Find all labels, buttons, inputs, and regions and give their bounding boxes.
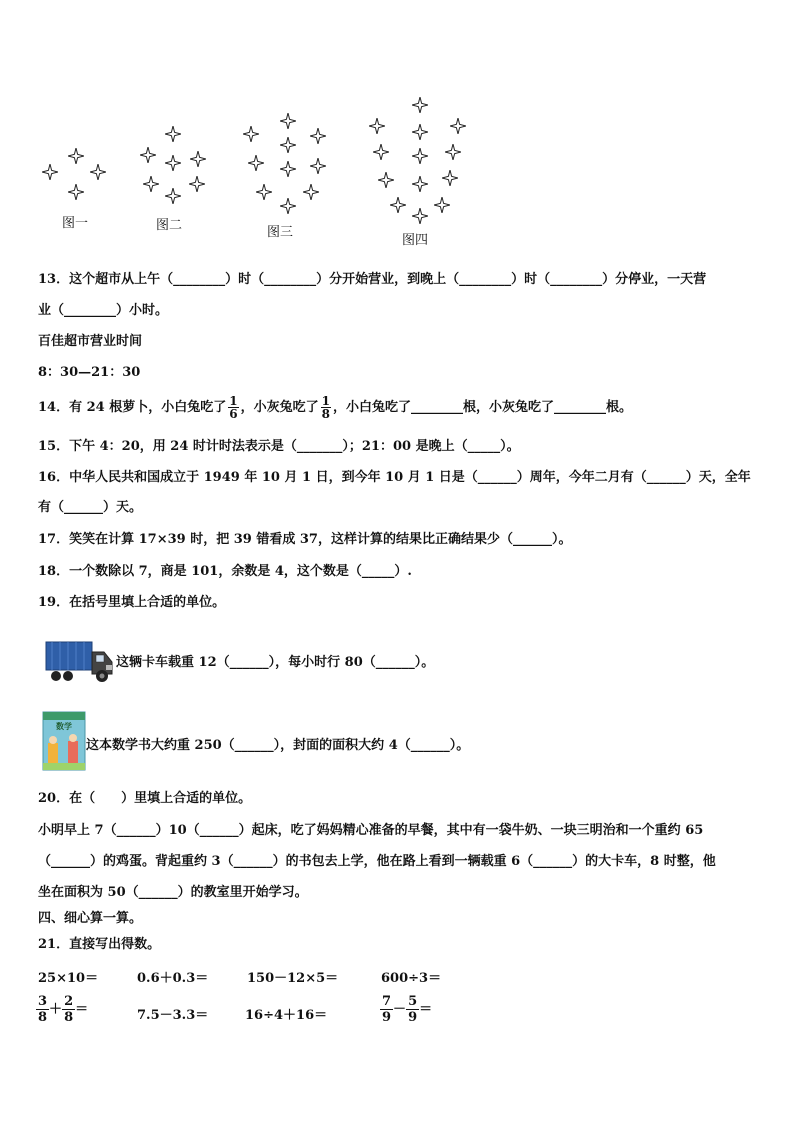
numerator: 1 [321,394,330,408]
calc-item: 25×10＝ [38,971,99,986]
four-point-star-icon [412,208,428,224]
calc-item: 0.6＋0.3＝ [137,971,209,986]
equals: ＝ [75,1002,89,1017]
q14-text-1: 14．有 24 根萝卜，小白兔吃了 [38,400,227,415]
four-point-star-icon [189,176,205,192]
denominator: 9 [382,1010,392,1025]
four-point-star-icon [68,184,84,200]
four-point-star-icon [90,164,106,180]
four-point-star-icon [248,155,264,171]
denominator: 8 [64,1010,74,1025]
four-point-star-icon [390,197,406,213]
numerator: 3 [38,994,48,1009]
denominator: 8 [38,1010,48,1025]
four-point-star-icon [450,118,466,134]
question-20-line1: 小明早上 7（______）10（______）起床，吃了妈妈精心准备的早餐，其中有一袋牛奶、一块三明治和一个重约 65 [38,823,704,838]
four-point-star-icon [434,197,450,213]
four-point-star-icon [412,148,428,164]
four-point-star-icon [280,161,296,177]
figure-label: 图一 [62,216,89,231]
four-point-star-icon [303,184,319,200]
four-point-star-icon [243,126,259,142]
four-point-star-icon [442,170,458,186]
four-point-star-icon [412,124,428,140]
book-question: 这本数学书大约重 250（______），封面的面积大约 4（______）。 [86,738,470,753]
four-point-star-icon [68,148,84,164]
q14-text-2: ，小灰兔吃了 [240,400,319,415]
sign-hours: 8：30—21：30 [38,365,141,380]
fraction [406,994,419,1025]
question-20-title: 20．在（ ）里填上合适的单位。 [38,791,252,806]
numerator: 2 [64,994,74,1009]
question-15: 15．下午 4：20，用 24 时计时法表示是（_______）；21：00 是晚上（_____）。 [38,439,520,454]
question-13-line1: 13．这个超市从上午（________）时（________）分开始营业，到晚上（________）时（________）分停业，一天营 [38,272,707,287]
denominator: 6 [229,407,238,421]
figure-label: 图三 [267,225,294,240]
four-point-star-icon [412,176,428,192]
fraction [36,994,49,1025]
fraction-one-eighth [321,395,331,420]
question-19-title: 19．在括号里填上合适的单位。 [38,595,226,610]
denominator: 8 [321,407,330,421]
denominator: 9 [408,1010,418,1025]
question-13-line2: 业（________）小时。 [38,303,169,318]
calc-item: 600÷3＝ [381,971,442,986]
numerator: 5 [408,994,418,1009]
four-point-star-icon [369,118,385,134]
truck-question: 这辆卡车载重 12（______），每小时行 80（______）。 [116,655,435,670]
calc-fraction-sum [36,994,88,1025]
numerator: 1 [229,394,238,408]
four-point-star-icon [378,172,394,188]
calc-fraction-diff [380,994,432,1025]
four-point-star-icon [42,164,58,180]
truck-icon [44,638,116,684]
question-16-line2: 有（______）天。 [38,500,143,515]
question-17: 17．笑笑在计算 17×39 时，把 39 错看成 37，这样计算的结果比正确结果少（______）。 [38,532,572,547]
four-point-star-icon [280,137,296,153]
section-4-heading: 四、细心算一算。 [38,911,143,926]
four-point-star-icon [256,184,272,200]
four-point-star-icon [280,198,296,214]
fraction [62,994,75,1025]
four-point-star-icon [445,144,461,160]
four-point-star-icon [280,113,296,129]
question-18: 18．一个数除以 7，商是 101，余数是 4，这个数是（_____）. [38,564,412,579]
four-point-star-icon [165,126,181,142]
question-16-line1: 16．中华人民共和国成立于 1949 年 10 月 1 日，到今年 10 月 1 日是（______）周年，今年二月有（______）天，全年 [38,470,751,485]
figure-label: 图二 [156,218,183,233]
four-point-star-icon [140,147,156,163]
question-14 [38,390,632,426]
book-cover-title: 数学 [56,722,72,731]
numerator: 7 [382,994,392,1009]
operator: － [393,1002,407,1017]
sign-title: 百佳超市营业时间 [38,334,143,349]
four-point-star-icon [143,176,159,192]
four-point-star-icon [373,144,389,160]
calc-item: 150－12×5＝ [247,971,339,986]
question-21-title: 21．直接写出得数。 [38,937,161,952]
four-point-star-icon [190,151,206,167]
four-point-star-icon [165,188,181,204]
math-book-icon [42,711,86,771]
operator: ＋ [49,1002,63,1017]
fraction-one-sixth [228,395,238,420]
four-point-star-icon [165,155,181,171]
question-20-line2: （______）的鸡蛋。背起重约 3（______）的书包去上学，他在路上看到一辆载重 6（______）的大卡车，8 时整，他 [38,854,716,869]
equals: ＝ [419,1002,433,1017]
figure-label: 图四 [402,233,429,248]
four-point-star-icon [310,128,326,144]
question-20-line3: 坐在面积为 50（______）的教室里开始学习。 [38,885,308,900]
q14-text-3: ，小白兔吃了________根，小灰兔吃了________根。 [332,400,632,415]
four-point-star-icon [310,158,326,174]
calc-item: 16÷4＋16＝ [245,1008,328,1023]
fraction [380,994,393,1025]
calc-item: 7.5－3.3＝ [137,1008,209,1023]
four-point-star-icon [412,97,428,113]
